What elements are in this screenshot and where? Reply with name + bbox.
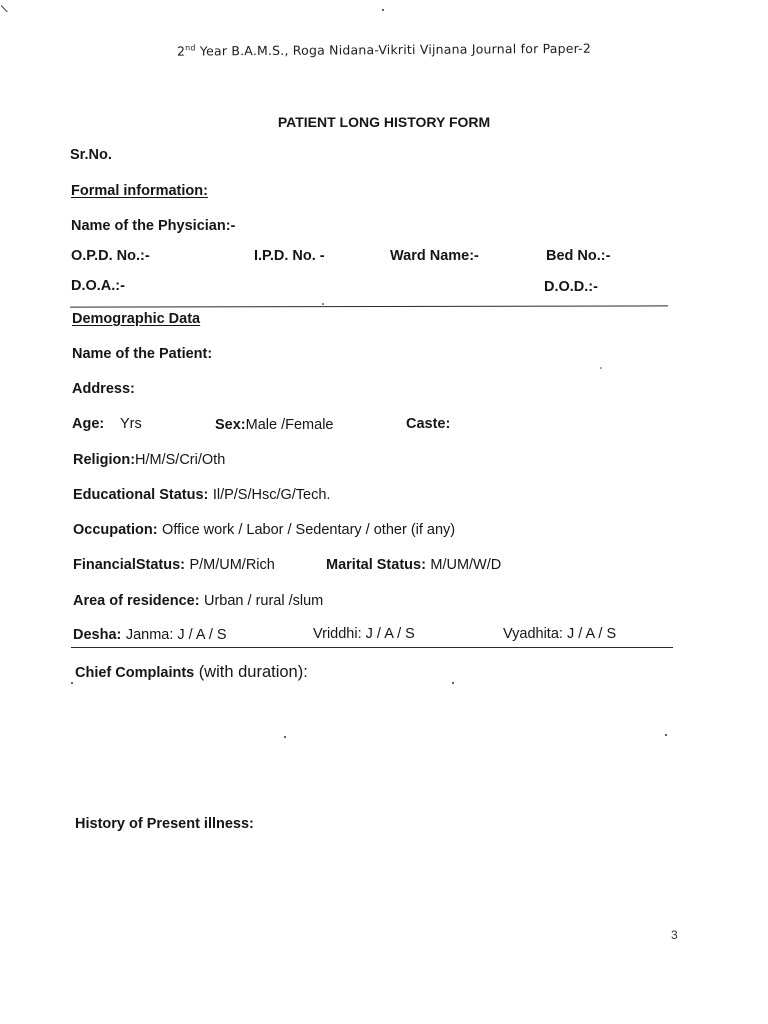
financial-status-label: FinancialStatus: <box>73 557 185 573</box>
residence-label: Area of residence: <box>73 593 200 609</box>
chief-complaints-field <box>75 663 308 682</box>
form-title: PATIENT LONG HISTORY FORM <box>277 114 491 130</box>
demographic-data-heading: Demographic Data <box>72 311 201 327</box>
age-label: Age: <box>72 416 105 432</box>
opd-no-label: O.P.D. No.:- <box>71 248 150 264</box>
ipd-no-label: I.P.D. No. - <box>254 248 325 264</box>
patient-name-label: Name of the Patient: <box>72 346 213 362</box>
marital-status-field <box>326 556 501 574</box>
page-number: 3 <box>671 928 678 942</box>
dod-label: D.O.D.:- <box>544 279 598 295</box>
journal-header <box>0 39 768 60</box>
header-year-superscript: nd <box>185 43 196 53</box>
janma-options: Janma: J / A / S <box>125 627 227 643</box>
caste-label: Caste: <box>406 416 451 432</box>
religion-options: H/M/S/Cri/Oth <box>135 452 226 468</box>
desha-field <box>73 626 227 644</box>
chief-complaints-suffix: (with duration): <box>198 663 308 681</box>
scan-speck <box>71 682 73 684</box>
education-label: Educational Status: <box>73 487 209 503</box>
section-divider-2 <box>71 647 673 648</box>
vyadhita-options: Vyadhita: J / A / S <box>503 626 617 642</box>
financial-status-options: P/M/UM/Rich <box>189 557 275 573</box>
sex-options: Male /Female <box>245 417 334 433</box>
religion-label: Religion: <box>73 452 136 468</box>
header-rest: Year B.A.M.S., Roga Nidana-Vikriti Vijnana Journal for Paper-2 <box>195 40 592 59</box>
residence-field <box>73 592 323 610</box>
doa-label: D.O.A.:- <box>71 278 125 294</box>
bed-no-label: Bed No.:- <box>546 248 611 264</box>
age-unit: Yrs <box>120 416 142 432</box>
scan-speck <box>600 367 602 369</box>
ward-name-label: Ward Name:- <box>390 248 479 264</box>
formal-information-heading: Formal information: <box>71 183 208 199</box>
address-label: Address: <box>72 381 135 397</box>
sex-label: Sex: <box>215 417 246 433</box>
scan-corner-mark <box>1 5 8 12</box>
marital-status-label: Marital Status: <box>326 557 426 573</box>
residence-options: Urban / rural /slum <box>203 593 324 609</box>
religion-field <box>73 451 225 469</box>
desha-label: Desha: <box>73 627 122 643</box>
vriddhi-options: Vriddhi: J / A / S <box>313 626 415 642</box>
header-year-number: 2 <box>176 43 186 59</box>
scan-speck <box>665 734 667 736</box>
occupation-options: Office work / Labor / Sedentary / other (if any) <box>162 522 456 538</box>
physician-name-label: Name of the Physician:- <box>71 218 236 234</box>
sex-field <box>215 416 333 434</box>
scan-speck <box>284 736 286 738</box>
education-field <box>73 486 330 504</box>
scan-speck <box>452 682 454 684</box>
history-present-illness-label: History of Present illness: <box>75 816 254 832</box>
occupation-field <box>73 521 455 539</box>
scan-speck <box>382 9 384 11</box>
financial-status-field <box>73 556 275 574</box>
chief-complaints-label: Chief Complaints <box>75 665 195 681</box>
occupation-label: Occupation: <box>73 522 158 538</box>
section-divider-1 <box>70 305 668 307</box>
marital-status-options: M/UM/W/D <box>430 557 502 573</box>
scan-speck <box>322 303 324 305</box>
sr-no-label: Sr.No. <box>70 147 112 163</box>
education-options: Il/P/S/Hsc/G/Tech. <box>212 487 331 503</box>
